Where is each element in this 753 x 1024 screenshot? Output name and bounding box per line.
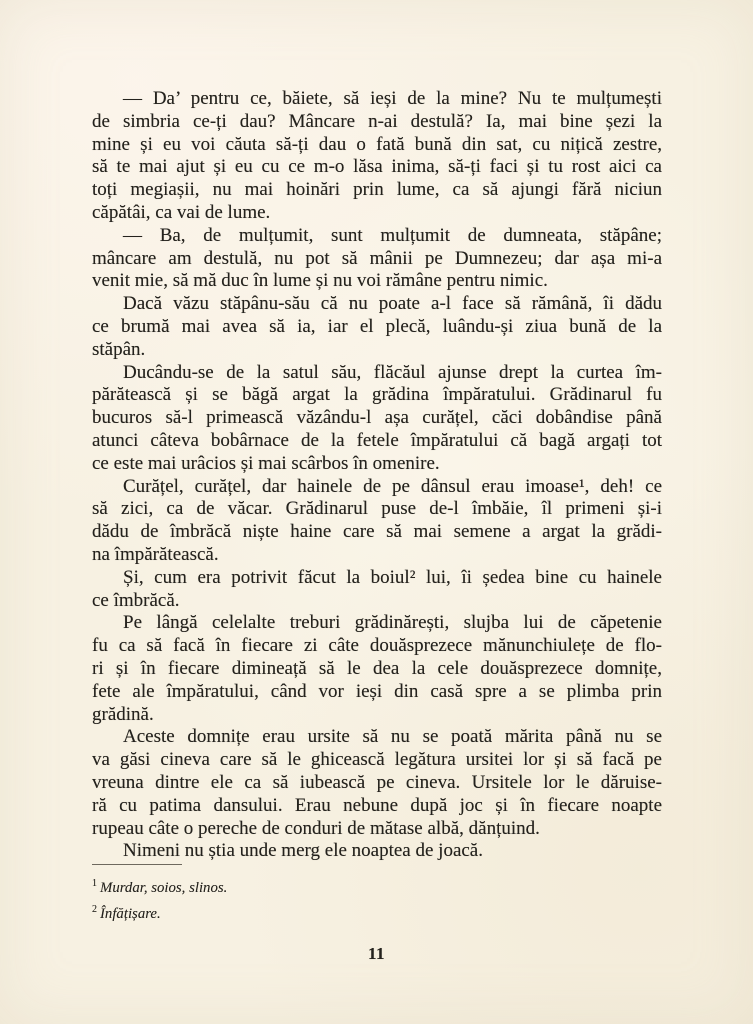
text-line: Pe lângă celelalte treburi grădinărești, slujba lui de căpetenie: [123, 612, 662, 634]
text-line: toți megiașii, nu mai hoinări prin lume, ca să ajungi fără niciun: [92, 179, 662, 201]
text-line: Aceste domnițe erau ursite să nu se poată mărita până nu se: [123, 726, 662, 748]
text-line: Nimeni nu știa unde merg ele noaptea de joacă.: [123, 840, 483, 862]
page-text: [92, 88, 662, 863]
text-line: ce îmbrăcă.: [92, 589, 180, 611]
text-line: vreuna dintre ele ca să iubească pe cineva. Ursitele lor le dăruise-: [92, 771, 662, 793]
page-number: 11: [367, 944, 386, 963]
text-line: na împărătească.: [92, 543, 219, 565]
text-line: Curățel, curățel, dar hainele de pe dânsul erau imoase¹, deh! ce: [123, 475, 662, 497]
text-line: bucuros să-l primească văzându-l așa curățel, căci dobândise până: [92, 407, 662, 429]
footnotes: [92, 864, 662, 925]
text-line: fete ale împăratului, când vor ieși din casă spre a se plimba prin: [92, 680, 662, 702]
text-line: ră cu patima dansului. Erau nebune după joc și în fiecare noapte: [92, 794, 662, 816]
paragraph: [92, 88, 662, 225]
text-line: va găsi cineva care să le ghicească legătura ursitei lor și să facă pe: [92, 749, 662, 771]
footnote-marker: 2: [92, 903, 97, 915]
text-line: mâncare am destulă, nu pot să mânii pe Dumnezeu; dar așa mi-a: [92, 247, 662, 269]
text-line: Dacă văzu stăpânu-său că nu poate a-l face să rămână, îi dădu: [123, 293, 662, 315]
text-line: Și, cum era potrivit făcut la boiul² lui, îi ședea bine cu hainele: [123, 566, 662, 588]
text-line: ce este mai urâcios și mai scârbos în omenire.: [92, 452, 440, 474]
text-line: fu ca să facă în fiecare zi câte douăsprezece mănunchiulețe de flo-: [92, 635, 662, 657]
text-line: — Ba, de mulțumit, sunt mulțumit de dumneata, stăpâne;: [123, 224, 662, 246]
text-line: rupeau câte o pereche de conduri de mătase albă, dănțuind.: [92, 817, 540, 839]
text-line: venit mie, să mă duc în lume și nu voi rămâne pentru nimic.: [92, 270, 548, 292]
paragraph: [92, 840, 662, 863]
text-line: atunci câteva bobârnace de la fetele împăratului că bagă argați tot: [92, 429, 662, 451]
paragraph: [92, 362, 662, 476]
text-line: dădu de îmbrăcă niște haine care să mai semene a argat la grădi-: [92, 521, 662, 543]
text-line: părătească și se băgă argat la grădina împăratului. Grădinarul fu: [92, 384, 662, 406]
text-line: căpătâi, ca vai de lume.: [92, 201, 271, 223]
text-line: să zici, ca de văcar. Grădinarul puse de-l îmbăie, îl primeni și-i: [92, 498, 662, 520]
footnote: [92, 873, 662, 899]
paragraph: [92, 293, 662, 361]
paragraph: [92, 567, 662, 613]
text-line: de simbria ce-ți dau? Mâncare n-ai destulă? Ia, mai bine șezi la: [92, 110, 662, 132]
text-line: să te mai ajut și eu cu ce m-o lăsa inima, să-ți faci și tu rost aici ca: [92, 156, 662, 178]
text-line: stăpân.: [92, 338, 146, 360]
text-line: Ducându-se de la satul său, flăcăul ajunse drept la curtea îm-: [123, 361, 662, 383]
paragraph: [92, 225, 662, 293]
text-line: — Da’ pentru ce, băiete, să ieși de la mine? Nu te mulțumești: [123, 88, 662, 109]
text-line: ri și în fiecare dimineață să le dea la cele douăsprezece domnițe,: [92, 657, 662, 679]
footnote-text: Murdar, soios, slinos.: [100, 879, 228, 896]
footnote-marker: 1: [92, 878, 97, 889]
footnote: [92, 899, 662, 925]
footnote-text: Înfățișare.: [100, 905, 161, 922]
footnote-rule: [92, 864, 182, 865]
paragraph: [92, 476, 662, 567]
text-line: mine și eu voi căuta să-ți dau o fată bună din sat, cu nițică zestre,: [92, 133, 662, 155]
paragraph: [92, 726, 662, 840]
text-line: grădină.: [92, 703, 154, 725]
paragraph: [92, 612, 662, 726]
text-line: ce brumă mai avea să ia, iar el plecă, luându-și ziua bună de la: [92, 315, 662, 337]
